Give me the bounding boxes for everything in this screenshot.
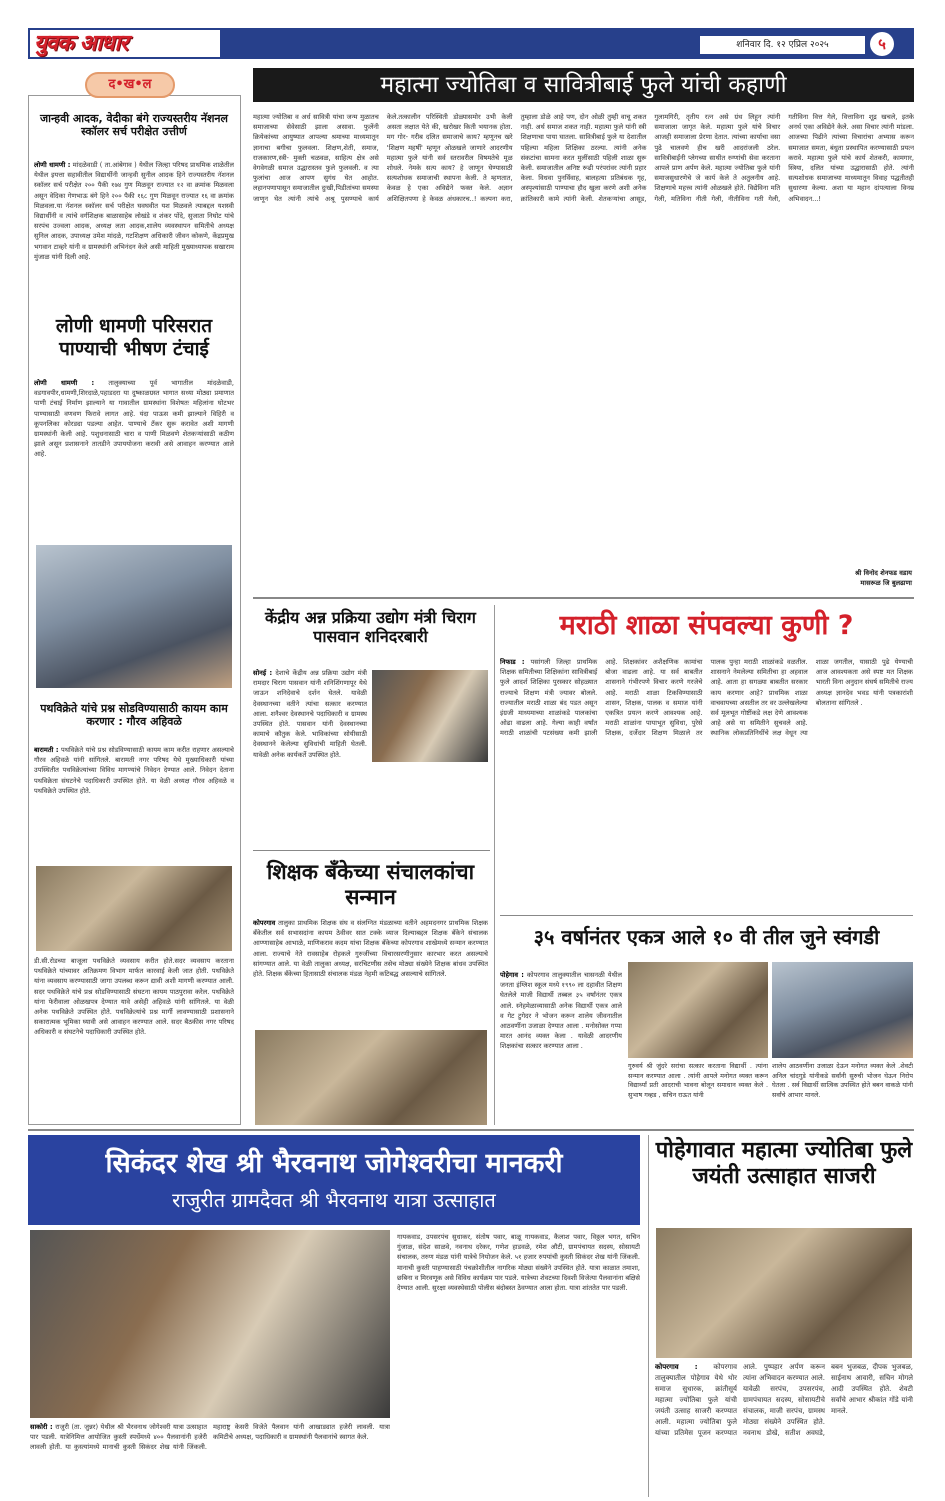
body-text: तालुक्याच्या पूर्व भागातील मांदळेवाडी, वडगावपीर,धामणी,शिरदाळे,पहाडदरा या दुष्काळग्रस्त भागात सध्या मोठ्या प्रमाणात पाणी टंचाई निर्माण झाल्याने या गावातील ग्रामस्थांना विशेषतः महिलांना घोटभर पाण्यासाठी वणवण फिरावे लागत आहे. यंदा पाऊस कमी झाल्याने विहिरी व कूपनलिका कोरड्या पडल्या आहेत. पाण्याचे टँकर सुरू करावेत अशी मागणी ग्रामस्थांनी केली आहे. पशुधनासाठी चारा व पाणी मिळवणे शेतकऱ्यांसाठी कठीण झाले असून प्रशासनाने तातडीने उपाययोजना करावी असे आवाहन करण्यात आले आहे. bbox=[34, 379, 234, 459]
newspaper-logo: युवक आधार bbox=[30, 30, 220, 57]
article-subheadline: राजुरीत ग्रामदैवत श्री भैरवनाथ यात्रा उत्साहात bbox=[172, 1188, 496, 1212]
article-title: केंद्रीय अन्न प्रक्रिया उद्योग मंत्री चिराग पासवान शनिदरबारी bbox=[265, 608, 476, 647]
article-title: जान्हवी आदक, वेदीका बंगे राज्यस्तरीय नॅशनल स्कॉलर सर्च परीक्षेत उत्तीर्ण bbox=[40, 112, 228, 139]
dateline: कोपरगाव : bbox=[655, 1363, 698, 1371]
divider bbox=[500, 915, 913, 916]
article-headline: सिकंदर शेख श्री भैरवनाथ जोगेश्वरीचा मानकरी bbox=[105, 1148, 563, 1179]
sikandar-headline-box bbox=[28, 1135, 640, 1225]
body-text: देशाचे केंद्रीय अन्न प्रक्रिया उद्योग मंत्री रामदार चिराग पासवान यांनी शनिशिंगणापूर येथे जाऊन शनिदेवाचे दर्शन घेतले. यावेळी देवस्थानच्या वतीने त्यांचा सत्कार करण्यात आला. शनैश्वर देवस्थानचे पदाधिकारी व ग्रामस्थ उपस्थित होते. पासवान यांनी देवस्थानच्या कामाचे कौतुक केले. भाविकांच्या सोयीसाठी देवस्थानने केलेल्या सुविधांची माहिती घेतली. यावेळी अनेक कार्यकर्ते उपस्थित होते. bbox=[253, 669, 367, 759]
dateline: लोणी धामणी : bbox=[34, 379, 95, 387]
article-body bbox=[500, 970, 622, 1125]
dateline: कोपरगाव bbox=[253, 919, 276, 927]
felicitation-photo bbox=[255, 1030, 487, 1125]
article-headline: ३५ वर्षानंतर एकत्र आले १० वी तील जुने स्वंगडी bbox=[533, 925, 880, 949]
phule-article-body: महात्मा ज्योतिबा व अर्ध सावित्री यांचा जन्म मुळातच समाजाच्या सेवेसाठी झाला असावा. फुलेंनी क्रियेकांच्या आयुष्यात आपल्या श्रमाच्या माध्यमातून ज्ञानाचा बगीचा फुलवला. शिक्षण,शेती, समाज, राजकारण,स्त्री- मुक्ती चळवळ, साहित्य क्षेत्र असे वेगवेगळी समाज उद्धारास्तव फुले फुलवली. व त्या फुलांचा आज आपण सुगंध घेत आहोत. लहानपणापासून समाजातील दुःखी,पिडीतांच्या समस्या जाणून घेत त्यांनी त्यांचे अश्रू पुसण्याचे कार्य केले.तत्कालीन परिस्थिती डोळ्यासमोर उभी केली असता लक्षात येते की, खरोखर किती भयानक होता. मग गोर- गरीब दलित समाजाचे काय? म्हणूनच खरे 'शिक्षण महर्षी' म्हणून ओळखले जाणारे आदरणीय महात्मा फुले यांनी सर्व स्तरावरील विषमतेचे मूळ शोधले. नेमके सत्य काय? हे जाणून घेण्यासाठी सत्यशोधक समाजाची स्थापना केली. ते म्हणतात, केवळ हे एका अविद्येने फक्त केले. अज्ञान अशिक्षितपणा हे केवळ अंधकारच..! कल्पना करा, तुम्हाला डोळे आहे पण, दोन ओळी तुम्ही वाचू शकत नाही. अर्थ समाज शकत नाही. महात्मा फुले यांनी स्त्री शिक्षणाचा पाया घातला. सावित्रीबाई फुले या देशातील पहिल्या महिला शिक्षिका ठरल्या. त्यांनी अनेक संकटांचा सामना करत मुलींसाठी पहिली शाळा सुरू केली. समाजातील अनिष्ट रूढी परंपरांवर त्यांनी प्रहार केला. विधवा पुनर्विवाह, बालहत्या प्रतिबंधक गृह, अस्पृश्यांसाठी पाण्याचा हौद खुला करणे अशी अनेक क्रांतिकारी कामे त्यांनी केली. शेतकऱ्यांचा आसूड, गुलामगिरी, तृतीय रत्न असे ग्रंथ लिहून त्यांनी समाजाला जागृत केले. महात्मा फुले यांचे विचार आजही समाजाला प्रेरणा देतात. त्यांच्या कार्याचा वसा पुढे चालवणे हीच खरी आदरांजली ठरेल. सावित्रीबाईंनी प्लेगच्या साथीत रुग्णांची सेवा करताना आपले प्राण अर्पण केले. महात्मा ज्योतिबा फुले यांनी समाजसुधारणेचे जे कार्य केले ते अतुलनीय आहे. शिक्षणाचे महत्त्व त्यांनी ओळखले होते. विद्येविना मति गेली, मतिविना नीती गेली, नीतीविना गती गेली, गतीविना वित्त गेले, वित्ताविना शूद्र खचले, इतके अनर्थ एका अविद्येने केले. असा विचार त्यांनी मांडला. आजच्या पिढीने त्यांच्या विचारांचा अभ्यास करून समाजात समता, बंधुता प्रस्थापित करण्यासाठी प्रयत्न करावे. महात्मा फुले यांचे कार्य शेतकरी, कामगार, स्त्रिया, दलित यांच्या उद्धारासाठी होते. त्यांनी सत्यशोधक समाजाच्या माध्यमातून विवाह पद्धतीतही सुधारणा केल्या. अशा या महान दांपत्याला विनम्र अभिवादन...! bbox=[253, 113, 914, 203]
body-text: मांदळेवाडी ( ता.आंबेगाव ) येथील जिल्हा परिषद प्राथमिक शाळेतील येथील इयत्ता सहावीतील विद्यार्थीनी जान्हवी सुनील आदक हिने राज्यस्तरीय नॅशनल स्कॉलर सर्च परीक्षेत २०० पैकी १७४ गुण मिळवून राज्यात १२ वा क्रमांक मिळवला असून वेदिका गेणभाऊ बंगे हिने २०० पैकी १६८ गुण मिळवून राज्यात १६ वा क्रमांक मिळवला.या नॅशनल स्कॉलर सर्च परीक्षेत घवघवीत यश मिळवले त्याबद्दल यशस्वी विद्यार्थीनी व त्यांचे वर्गशिक्षक बाळासाहेब लोखंडे व शंकर पोंदे, सुजाता निघोट यांचे सरपंच उज्वला आदक, अध्यक्ष लता आदक,शालेय व्यवस्थापन समितीचे अध्यक्ष सुनिल आदक, उपाध्यक्ष उमेश मांदळे, गटशिक्षण अधिकारी जीवन कोकणे, केंद्रप्रमुख भगवान टाव्हरे यांनी व ग्रामस्थांनी अभिनंदन केले असी माहिती मुख्याध्यापक सखाराम मुंजाळ यांनी दिली आहे. bbox=[34, 161, 234, 261]
body-text: कोपरगाव तालुक्यातील चासनळी येथील जनता इंग्लिश स्कूल मध्ये १९९० ला दहावीत शिक्षण घेतलेले माजी विद्यार्थी तब्बल ३५ वर्षांनंतर एकत्र आले. स्नेहमेळाव्यासाठी अनेक विद्यार्थी एकत्र आले व गेट टुगेदर ने भोजन करून शालेय जीवनातील आठवणींना उजाळा देण्यात आला . मनोसोक्त गप्पा मारत आनंद व्यक्त केला . यावेळी आदरणीय शिक्षकांचा सत्कार करण्यात आला . bbox=[500, 971, 622, 1051]
article-title: शिक्षक बँकेच्या संचालकांचा सन्मान bbox=[266, 860, 475, 910]
photo-caption: गुरुवर्य श्री जुंदरे सरांचा सत्कार करताना विद्यार्थी . त्यांना सन्मान करण्यात आला . त्यांनी आपले मनोगत व्यक्त करून विद्यार्थ्यां प्रती आदराची भावना बोलून समाधान व्यक्त केले . सुभाष गव्हड , सचिन राऊत यांनी bbox=[628, 1062, 768, 1099]
divider bbox=[648, 1135, 649, 1497]
article-headline: पोहेगावात महात्मा ज्योतिबा फुले जयंती उत्साहात साजरी bbox=[655, 1138, 913, 1190]
article-body bbox=[34, 160, 234, 302]
article-body bbox=[500, 657, 913, 837]
author-name: श्री विनोद शेनफड वडाय bbox=[855, 569, 912, 577]
article-body bbox=[655, 1362, 913, 1497]
dateline: लोणी धामणी : bbox=[34, 161, 71, 169]
divider bbox=[28, 1129, 914, 1131]
article-title: पथविक्रेते यांचे प्रश्न सोडविण्यासाठी कायम काम करणार : गौरव अहिवळे bbox=[40, 702, 228, 729]
article-title: लोणी धामणी परिसरात पाण्याची भीषण टंचाई bbox=[55, 315, 213, 360]
article-body bbox=[34, 745, 234, 863]
jayanti-photo bbox=[656, 1228, 912, 1358]
author-byline bbox=[740, 568, 912, 588]
body-text: पसांगली जिल्हा प्राथमिक शिक्षक समितीच्या शिक्षिकांना सावित्रीबाई फुले आदर्श शिक्षिका पुरस्कार सोहळ्यात राज्याचे शिक्षण मंत्री ज्यावर बोलले. राज्यातील मराठी शाळा बंद पडत असून इंग्रजी माध्यमाच्या शाळांकडे पालकांचा ओढा वाढला आहे. गेल्या काही वर्षांत मराठी शाळांची पटसंख्या कमी झाली आहे. शिक्षकांवर अशैक्षणिक कामांचा बोजा वाढला आहे. या सर्व बाबतीत शासनाने गंभीरपणे विचार करणे गरजेचे आहे. मराठी शाळा टिकविण्यासाठी शासन, शिक्षक, पालक व समाज यांनी एकत्रित प्रयत्न करणे आवश्यक आहे. मराठी शाळांना पायाभूत सुविधा, पुरेसे शिक्षक, दर्जेदार शिक्षण मिळाले तर पालक पुन्हा मराठी शाळांकडे वळतील. शासनाने नेमलेल्या समितीचा हा अहवाल आहे. आता हा सगळ्या बाबतीत सरकार काय करणार आहे? प्राथमिक शाळा वाचवायच्या असतील तर वर उल्लेखलेल्या सर्व मूलभूत गोष्टींकडे लक्ष देणे आवश्यक आहे असे या समितीने सुचवले आहे. स्थानिक लोकप्रतिनिधींचे लक्ष वेधून त्या शाळा जगतील, यासाठी पुढे येण्याची आज आवश्यकता असे स्पष्ट मत शिक्षक भारती विना अनुदान संघर्ष समितीचे राज्य अध्यक्ष ज्ञानदेव भवड यांनी पत्रकारांशी बोलताना सांगितले . bbox=[500, 658, 913, 738]
article-body bbox=[253, 668, 367, 838]
divider bbox=[253, 597, 914, 599]
article-body bbox=[34, 378, 234, 540]
article-body-continued: गायकवाड, उपसरपंच सुधाकर, संतोष पवार, बाळू गायकवाड, कैलाश पवार, विठ्ठल भगत, सचिन गुंजाळ, संदेश साळवे, नवनाथ दरेकर, गणेश हाडवळे, रमेश औटी, ग्रामपंचायत सदस्य, सोसायटी संचालक, तरुण मंडळ यांनी यात्रेचे नियोजन केले. ५१ हजार रुपयांची कुस्ती सिकंदर शेख यांनी जिंकली. मानाची कुस्ती पाहण्यासाठी पंचक्रोशीतील नागरिक मोठ्या संख्येने उपस्थित होते. यात्रा काळात तमाशा, छबिना व मिरवणूक असे विविध कार्यक्रम पार पडले. यात्रेच्या शेवटच्या दिवशी विजेत्या पैलवानांना बक्षिसे देण्यात आली. सुरक्षा व्यवस्थेसाठी पोलीस बंदोबस्त ठेवण्यात आला होता. यात्रा शांततेत पार पडली. bbox=[397, 1233, 640, 1293]
body-text: राजुरी (ता. जुन्नर) येथील श्री भैरवनाथ जोगेश्वरी यात्रा उत्साहात पार पडली. यात्रेनिमित्त आयोजित कुस्ती स्पर्धेमध्ये ४०० पैलवानांनी हजेरी लावली होती. या कुस्त्यांमध्ये मानाची कुस्ती सिकंदर शेख यांनी जिंकली. महाराष्ट्र केसरी विजेते पैलवान यांनी आखाड्यात हजेरी लावली. यात्रा कमिटीचे अध्यक्ष, पदाधिकारी व ग्रामस्थांनी पैलवानांचे स्वागत केले. bbox=[30, 1423, 390, 1452]
page-number: ५ bbox=[870, 32, 894, 56]
dateline: साकोरी : bbox=[30, 1423, 53, 1431]
body-text: तालुका प्राथमिक शिक्षक संघ व संलग्नित मंडळाच्या वतीने अहमदनगर प्राथमिक शिक्षक बँकेतील सर्व सभासदांना कायम ठेवीवर सात टक्के व्याज दिल्याबद्दल शिक्षक बँकेने संचालक आण्णासाहेब आभाळे, माणिकराव कदम यांचा शिक्षक बँकेच्या कोपरगाव शाखेमध्ये सन्मान करण्यात आला. राज्याचे नेते रावसाहेब रोहकले गुरुजींच्या विचारसरणीनुसार कारभार करत असल्याचे सांगण्यात आले. या वेळी तालुका अध्यक्ष, सरचिटणीस तसेच मोठ्या संख्येने शिक्षक बांधव उपस्थित होते. शिक्षक बँकेच्या हितासाठी संचालक मंडळ नेहमी कटिबद्ध असल्याचे सांगितले. bbox=[253, 919, 488, 979]
author-place: मासरूळ जि बुलढाणा bbox=[860, 579, 912, 587]
article-body bbox=[30, 1422, 390, 1497]
water-tanker-photo bbox=[36, 545, 232, 688]
meeting-photo bbox=[36, 866, 232, 951]
article-body bbox=[253, 918, 488, 1026]
dateline: सोनई : bbox=[253, 669, 273, 677]
divider bbox=[494, 605, 495, 1125]
main-headline: महात्मा ज्योतिबा व सावित्रीबाई फुले यांची कहाणी bbox=[253, 68, 914, 102]
reunion-photo-1 bbox=[628, 962, 768, 1058]
photo-caption: शालेय आठवणींना उजाळा देऊन मनोगत व्यक्त केले .शेवटी अनिल चांदगुडे यांनीकडे सर्वांनी सुरुची भोजन घेऊन निरोप घेतला . सर्व विद्यार्थी सात्विक उपस्थित होते बबन वाकळे यांनी सर्वांचे आभार मानले. bbox=[772, 1062, 913, 1099]
body-text: पथविक्रेते यांचे प्रश्न सोडविण्यासाठी कायम काम करीत राहणार असल्याचे गौरव अहिवळे यांनी सांगितले. बारामती नगर परिषद येथे मुख्याधिकारी यांच्या उपस्थितीत पथविक्रेत्यांच्या विविध मागण्यांचे निवेदन देण्यात आले. निवेदन देताना पथविक्रेता संघटनेचे पदाधिकारी उपस्थित होते. या वेळी अध्यक्ष गौरव अहिवळे व पथविक्रेते उपस्थित होते. bbox=[34, 746, 234, 795]
divider bbox=[253, 850, 490, 851]
reunion-photo-2 bbox=[772, 962, 913, 1058]
article-body-continued: डी.सी.रोडच्या बाजूला पथविक्रेते व्यवसाय करीत होते.सदर व्यवसाय करताना पथविक्रेते यांच्यावर अतिक्रमण विभाग मार्फत कारवाई केली जात होती. पथविक्रेते यांना व्यवसाय करण्यासाठी जागा उपलब्ध करून द्यावी अशी मागणी करण्यात आली. सदर पथविक्रेते यांचे प्रश्न सोडविण्यासाठी संघटना कायम पाठपुरावा करेल. पथविक्रेते यांना फेरीवाला ओळखपत्र देण्यात यावे असेही अहिवळे यांनी सांगितले. या वेळी अनेक पथविक्रेते उपस्थित होते. पथविक्रेत्यांचे प्रश्न मार्गी लावण्यासाठी प्रशासनाने सकारात्मक भूमिका घ्यावी असे आवाहन करण्यात आले. सदर बैठकीस नगर परिषद अधिकारी व संघटनेचे पदाधिकारी उपस्थित होते. bbox=[34, 957, 234, 1037]
dateline: बारामती : bbox=[34, 746, 59, 754]
article-headline: मराठी शाळा संपवल्या कुणी ? bbox=[559, 610, 854, 641]
dateline: निफाड : bbox=[500, 658, 525, 666]
minister-photo bbox=[372, 670, 488, 762]
dateline: पोहेगाव : bbox=[500, 971, 524, 979]
issue-date: शनिवार दि. १२ एप्रिल २०२५ bbox=[700, 36, 865, 54]
body-text: कोपरगाव तालुक्यातील पोहेगाव येथे थोर समाज सुधारक, क्रांतीसूर्य महात्मा ज्योतिबा फुले यांची जयंती उत्साह साजरी करण्यात आली. महात्मा ज्योतिबा फुले यांच्या प्रतिमेस पूजन करण्यात आले. पुष्पहार अर्पण करून त्यांना अभिवादन करण्यात आले. यावेळी सरपंच, उपसरपंच, ग्रामपंचायत सदस्य, सोसायटीचे संचालक, माजी सरपंच, ग्रामस्थ मोठ्या संख्येने उपस्थित होते. नवनाथ डोखे, सतीश अवघडे, बबन भुजबळ, दीपक भुजबळ, साईनाथ आवारी, सचिन मोगले आदी उपस्थित होते. शेवटी सर्वांचे आभार श्रीकांत गोंडे यांनी मानले. bbox=[655, 1363, 913, 1437]
dakhal-section-logo: द•ख•ल bbox=[85, 72, 175, 98]
wrestling-photo bbox=[30, 1230, 390, 1418]
